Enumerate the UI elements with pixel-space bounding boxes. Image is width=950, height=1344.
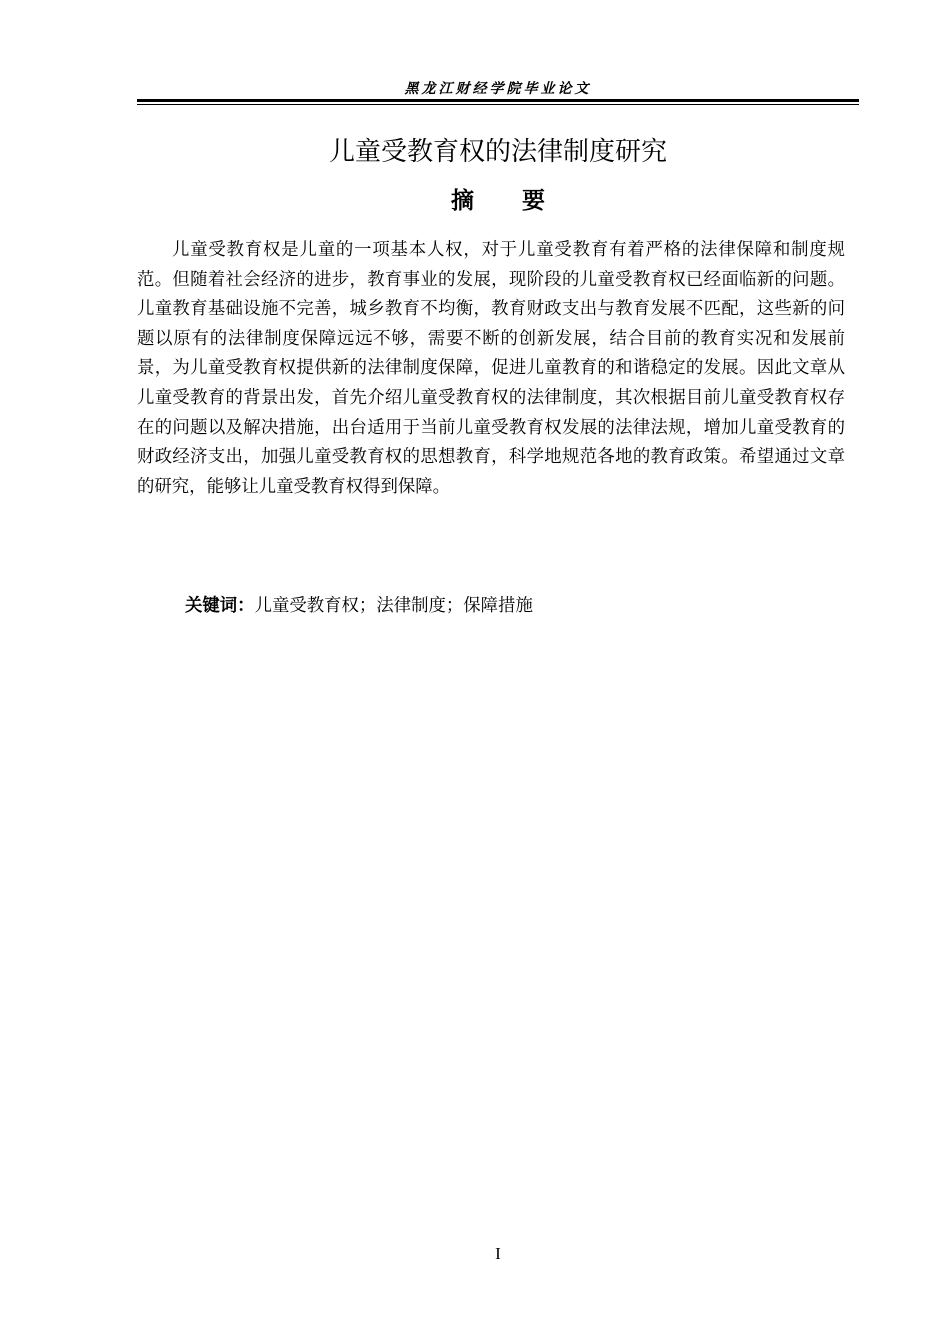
page-header: 黑龙江财经学院毕业论文	[404, 81, 592, 97]
header-rule-thick	[137, 99, 859, 102]
abstract-body: 儿童受教育权是儿童的一项基本人权，对于儿童受教育有着严格的法律保障和制度规范。但随着社会经济的进步，教育事业的发展，现阶段的儿童受教育权已经面临新的问题。儿童教育基础设施不完善，城乡教育不均衡，教育财政支出与教育发展不匹配，这些新的问题以原有的法律制度保障远远不够，需要不断的创新发展，结合目前的教育实况和发展前景，为儿童受教育权提供新的法律制度保障，促进儿童教育的和谐稳定的发展。因此文章从儿童受教育的背景出发，首先介绍儿童受教育权的法律制度，其次根据目前儿童受教育权存在的问题以及解决措施，出台适用于当前儿童受教育权发展的法律法规，增加儿童受教育的财政经济支出，加强儿童受教育权的思想教育，科学地规范各地的教育政策。希望通过文章的研究，能够让儿童受教育权得到保障。	[137, 240, 845, 497]
page-number: I	[495, 1244, 501, 1263]
document-title: 儿童受教育权的法律制度研究	[328, 137, 667, 167]
keywords-label: 关键词：	[185, 596, 255, 616]
keywords-line	[185, 593, 533, 619]
abstract-heading: 摘要	[451, 188, 593, 214]
header-rule-thin	[137, 104, 859, 105]
keywords-text: 儿童受教育权；法律制度；保障措施	[254, 596, 533, 616]
